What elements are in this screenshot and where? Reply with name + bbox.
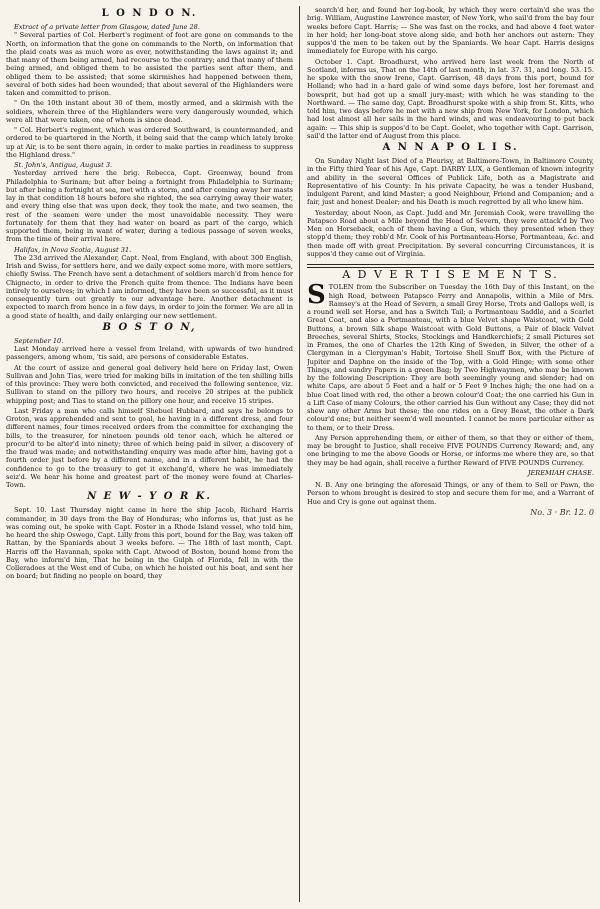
advertisement-paragraph-1 <box>307 280 594 432</box>
broadhurst-paragraph: October 1. Capt. Broadhurst, who arrived here last week from the North of Scotland, informs us, That on the 14th of last month, in lat. 37. 31, and long. 53. 15. he spoke with the snow Irene, Capt. Garrison, 48 days from this port, bound for Holland; who had in a hard gale of wind some days before, lost her foremast and bowsprit, but had got up a small jury-mast; with which he was standing to the Northward. — The same day, Capt. Broadhurst spoke with a ship from St. Kitts, who told him, two days before he met with a new ship from New York, for London, which had lost almost all her sails in the hard winds, and was endeavouring to put back again: — This ship is suppos'd to be Capt. Goelet, who together with Capt. Garrison, sail'd the latter end of August from this place. <box>307 57 594 140</box>
london-paragraph-3: " Col. Herbert's regiment, which was ordered Southward, is countermanded, and ordered to be quartered in the North, it being said that the camp which lately broke up at Air, is to be sent there again, in order to make parties in readiness to suppress the Highland dress." <box>6 126 293 159</box>
advertisement-signature: JEREMIAH CHASE. <box>527 468 594 477</box>
annapolis-paragraph-1: On Sunday Night last Died of a Pleurisy, at Baltimore-Town, in Baltimore County, in the Fifty third Year of his Age, Capt. DARBY LUX, a Gentleman of known integrity and ability in the several Offices of Publick Life, both as a Magistrate and Representative of his County: In his private Capacity, he was a tender Husband, indulgent Parent, and kind Master; a good Neighbour, Friend and Companion; and a fair, just and honest Dealer; and his Death is much regretted by all who knew him. <box>307 157 594 207</box>
right-column <box>307 6 594 906</box>
boston-paragraph-3: Last Friday a man who calls himself Shebuel Hubbard, and says he belongs to Groton, was apprehended and sent to goal, he having in a different dress, and four different names, four times received orders from the committee for exchanging the bills, to the treasurer, for nineteen pounds old tenor each, which he altered or procur'd to be alter'd into ninety; three of which being paid in silver, a discovery of the fraud was made; and notwithstanding enquiry was made after him, having got a fourth order just before by a different name, and in a different habit, he had the confidence to go to the treasury to get it exchang'd, where he was immediately seiz'd. We hear his home and greatest part of the money were found at Charles-Town. <box>6 406 293 489</box>
halifax-paragraph: The 23d arrived the Alexander, Capt. Neal, from England, with about 300 English, Irish and Swiss, for settlers here, and we daily expect some more, with more settlers, chiefly Swiss. The French have sent a detachment of soldiers march'd from hence for Chignecto, in order to drive the French quite from thence. The Indians have been intirely to ourselves; in which I am informed, they have been so successful, as it must consequently turn out greatly to our advantage here. Another detachment is expected to march from hence in a few days, in order to join the former. We are all in a good state of health, and daily enlarging our new settlement. <box>6 253 293 320</box>
nota-bene-paragraph: N. B. Any one bringing the aforesaid Things, or any of them to Sell or Pawn, the Person to whom brought is desired to stop and secure them for me, and a Warrant of Hue and Cry is gone out against them. <box>307 481 594 506</box>
boston-paragraph-1: Last Monday arrived here a vessel from Ireland, with upwards of two hundred passengers, among whom, 'tis said, are persons of considerable Estates. <box>6 345 293 362</box>
new-york-continued-paragraph: search'd her, and found her log-book, by which they were certain'd she was the brig. William, Augustine Lawrence master, of New York, who sail'd from the bay four weeks before Capt. Harris; — She was fast on the rocks, and had above 4 feet water in her hold; her long-boat stove along side, and both her anchors out astern: They suppos'd the men to be taken out by the Spaniards. We hear Capt. Harris designs immediately for Europe with his cargo. <box>307 6 594 56</box>
boston-dateline: September 10. <box>14 336 64 345</box>
london-paragraph-1: " Several parties of Col. Herbert's regiment of foot are gone on commands to the North, on information that the gone on commands to the North, on information that the plaid coats was as much wore as ever, notwithstanding the laws against it; and that many of them being armed, had recourse to the contrary; and that many of them being armed, and obliged them to be assisted the parties sent after them, and obliged them to be assisted; that some skirmishes had happened between them, several of both sides had been wounded; that about several of the Highlanders were taken and committed to prison. <box>6 31 293 97</box>
antigua-paragraph: Yesterday arrived here the brig. Rebecca, Capt. Greenway, bound from Philadelphia to Surinam; but after being a fortnight from Philadelphia to Surinam; but after being a fortnight at sea, met with a storm, and after coming away her masts lay in that condition 18 hours before she righted, the sea carrying away their water, and every thing else that was upon deck, they took the mate, and two seamen, the rest of the seamen were under the most unavoidable necessity. They were fortunately for them that they had water on board as part of the cargo, which supported them, being in want of water, during a tedious passage of seven weeks, from the time of their arrival here. <box>6 169 293 244</box>
advertisement-paragraph-2: Any Person apprehending them, or either of them, so that they or either of them, may be brought to Justice, shall receive FIVE POUNDS Currency Reward; and, any one bringing to me the above Goods or Horse, or informs me where they are, so that they may be had again, shall receive a further Reward of FIVE POUNDS Currency. <box>307 433 594 467</box>
new-york-heading: N E W - Y O R K. <box>87 491 212 503</box>
annapolis-heading: A N N A P O L I S. <box>382 142 519 153</box>
column-divider <box>299 6 300 902</box>
boston-paragraph-2: At the court of assize and general goal delivery held here on Friday last, Owen Sullivan and John Tias, were tried for making bills in imitation of the ten shilling bills of this province: They were both convicted, and received the following sentence, viz. Sullivan to stand on the pillory two hours, and receive 20 stripes at the publick whipping post; and Tias to stand on the pillory one hour, and receive 15 stripes. <box>6 363 293 405</box>
drop-cap: S <box>307 280 326 311</box>
antigua-dateline: St. John's, Antigua, August 3. <box>14 161 113 169</box>
london-heading: L O N D O N. <box>101 8 198 19</box>
london-dateline: Extract of a private letter from Glasgow, dated June 28. <box>14 23 200 31</box>
left-column <box>6 6 293 906</box>
boston-heading: B O S T O N, <box>102 321 197 333</box>
handwritten-note: No. 3 · Br. 12. 0 <box>530 507 594 517</box>
advertisements-heading: A D V E R T I S E M E N T S. <box>342 268 559 281</box>
london-paragraph-2: " On the 10th instant about 30 of them, mostly armed, and a skirmish with the soldiers, wherein three of the Highlanders were very dangerously wounded, which were all that were taken, one of whom is since dead. <box>6 99 293 124</box>
advertisement-text: TOLEN from the Subscriber on Tuesday the 16th Day of this Instant, on the high Road, between Patapsco Ferry and Annapolis, within a Mile of Mrs. Ramsey's at the Head of Severn, a small Grey Horse, Trots and Gallops well, is a round well set Horse, and has a Switch Tail; a Portmanteau Saddle, and a Scarlet Great Coat, and also a Portmanteau, with a blue Velvet shape Waistcoat, with Gold Buttons, a brown Silk shape Waistcoat with Gold Buttons, a Pair of black Velvet Breeches, several Shirts, Stocks, Stockings and Handkerchiefs; 2 small Pictures set in Frames, the one of Charles the 12th King of Sweden, in Silver, the other of a Clergyman in a Clergyman's Habit, Tortoise Shell Snuff Box, with the Picture of Jupiter and Daphne on the inside of the Top, with a Gold Hinge; with some other Things, and sundry Papers in a green Bag; by Two Highwaymen, who may be known by the following Description: They are both seemingly young and slender; had on white Caps, are about 5 Feet and a half or 5 Feet 9 Inches high; the one had on a blue Coat lined with red, the other a brown colour'd Coat; the one carried his Gun in a Lift Case of many Colours, the other carried his Gun without any Case; they did not shew any other Arms but these; the one rides on a Grey Beast, the other a Dark colour'd one; but neither seem'd well mounted. I cannot be more particular either as to them, or to their Dress. <box>307 283 594 432</box>
halifax-dateline: Halifax, in Nova Scotia, August 31. <box>14 245 132 254</box>
new-york-paragraph: Sept. 10. Last Thursday night came in here the ship Jacob, Richard Harris commander, in 30 days from the Bay of Honduras; who informs us, that just as he was coming out, he spoke with Capt. Foster in a Rhode Island vessel, who told him, he heard the ship Oswego, Capt. Lilly from this port, bound for the Bay, was taken off Rattan, by the Spaniards about 3 weeks before. — The 18th of last month, Capt. Harris off the Havannah, spoke with Capt. Atwood of Boston, bound home from the Bay, who inform'd him, That he being in the Gulph of Florida, fell in with the Colleradoes at the West end of Cuba, on which he hoisted out his boat, and sent her on board; but finding no people on board, they <box>6 506 293 581</box>
annapolis-paragraph-2: Yesterday, about Noon, as Capt. Judd and Mr. Jeremiah Cook, were travelling the Patapsco Road about a Mile beyond the Head of Severn, they were attack'd by Two Men on Horseback, each of them having a Gun, which they presented when they stopp'd them; they robb'd Mr. Cook of his Portmanteau-Horse, Portmanteau, &c. and then made off with great Precipitation. By several concurring Circumstances, it is suppos'd they came out of Virginia. <box>307 208 594 258</box>
